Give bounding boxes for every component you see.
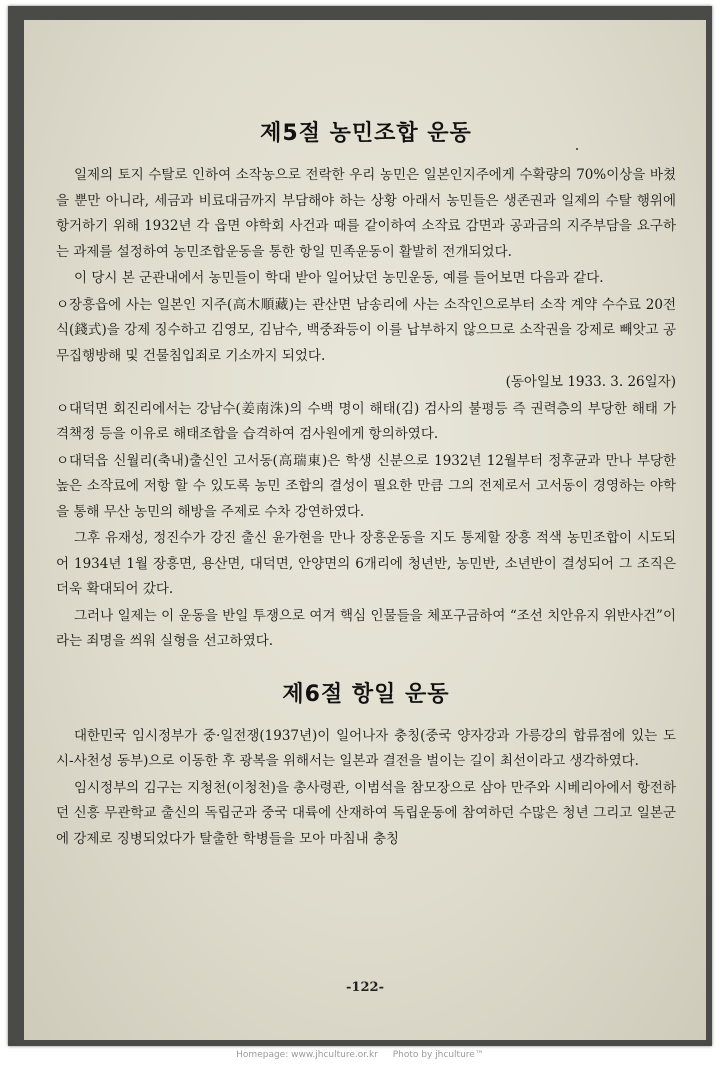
section5-citation: (동아일보 1933. 3. 26일자) [505,374,676,390]
section5-paragraph: 일제의 토지 수탈로 인하여 소작농으로 전락한 우리 농민은 일본인지주에게 수확량의 70%이상을 바쳤을 뿐만 아니라, 세금과 비료대금까지 부담해야 하는 상황 아래서 농민들은 생존권과 일제의 수탈 행위에 항거하기 위해 1932년 각 읍면 야학회 사건과 때를 같이하여 소작료 감면과 공과금의 지주부담을 요구하는 과제를 설정하여 농민조합운동을 통한 항일 민족운동이 활발히 전개되었다. [56,167,676,260]
book-page [24,20,706,1040]
section5-list-item: ㅇ장흥읍에 사는 일본인 지주(高木順藏)는 관산면 남송리에 사는 소작인으로부터 소작 계약 수수료 20전식(錢式)을 강제 징수하고 김영모, 김남수, 백중좌등이 이를 납부하지 않으므로 소작권을 강제로 빼앗고 공무집행방해 및 건물침입죄로 기소까지 되었다. [56,296,676,364]
section5-list-item: ㅇ대덕면 회진리에서는 강남수(姜南洙)의 수백 명이 해태(김) 검사의 불평등 즉 권력층의 부당한 해태 가격책정 등을 이유로 해태조합을 습격하여 검사원에게 항의하였다. [56,400,676,442]
section6-paragraph: 대한민국 임시정부가 중·일전쟁(1937년)이 일어나자 충칭(중국 양자강과 가릉강의 합류점에 있는 도시-사천성 동부)으로 이동한 후 광복을 위해서는 일본과 결전을 벌이는 길이 최선이라고 생각하였다. [56,727,676,769]
page-content [56,116,676,853]
photo-footer [0,1050,720,1068]
section5-paragraph: 이 당시 본 군관내에서 농민들이 학대 받아 일어났던 농민운동, 예를 들어보면 다음과 같다. [74,270,604,286]
section6-heading: 제6절 항일 운동 [282,681,450,707]
section6-paragraph: 임시정부의 김구는 지청천(이청천)을 총사령관, 이범석을 참모장으로 삼아 만주와 시베리아에서 항전하던 신흥 무관학교 출신의 독립군과 중국 대륙에 산재하여 독립운동에 참여하던 수많은 청년 그리고 일본군에 강제로 징병되었다가 탈출한 학병들을 모아 마침내 충칭 [56,779,676,847]
homepage-credit: Homepage: www.jhculture.or.kr [236,1050,378,1060]
scanned-page-photo [8,6,712,1046]
section5-heading: 제5절 농민조합 운동 [260,121,472,146]
section5-paragraph: 그러나 일제는 이 운동을 반일 투쟁으로 여겨 핵심 인물들을 체포구금하여 “조선 치안유지 위반사건”이라는 죄명을 씌워 실형을 선고하였다. [56,607,676,649]
page-number: -122- [346,980,384,995]
section5-list-item: ㅇ대덕읍 신월리(축내)출신인 고서동(高瑞東)은 학생 신분으로 1932년 12월부터 정후균과 만나 부당한 높은 소작료에 저항 할 수 있도록 농민 조합의 결성이 필요한 만큼 그의 전제로서 고서동이 경영하는 야학을 통해 무산 농민의 해방을 주제로 수차 강연하였다. [56,452,676,520]
photo-credit: Photo by jhculture™ [392,1050,484,1060]
section5-paragraph: 그후 유재성, 정진수가 강진 출신 윤가현을 만나 장흥운동을 지도 통제할 장흥 적색 농민조합이 시도되어 1934년 1월 장흥면, 용산면, 대덕면, 안양면의 6개리에 청년반, 농민반, 소년반이 결성되어 그 조직은 더욱 확대되어 갔다. [56,530,676,597]
